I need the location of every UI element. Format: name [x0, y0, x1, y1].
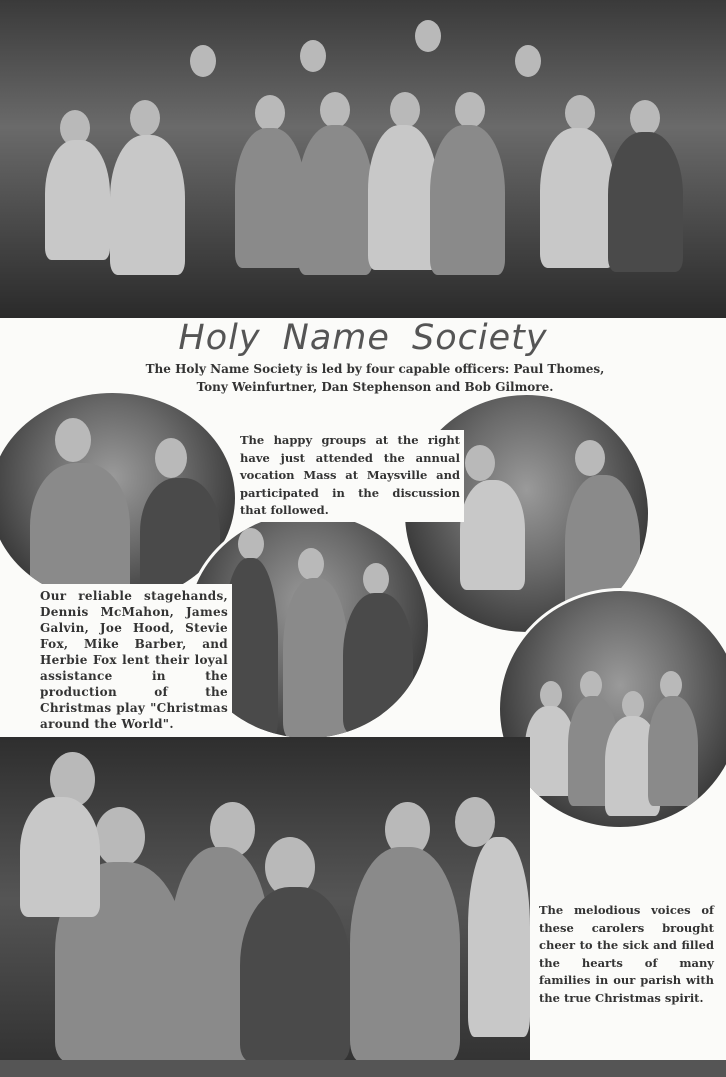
vocation-mass-caption: The happy groups at the right have just attended the annual vocation Mass at Maysville and participated in the discussion that followed. — [236, 430, 464, 522]
page-title: Holy Name Society — [178, 318, 548, 358]
bottom-photo-strip — [0, 1060, 726, 1077]
stagehands-caption: Our reliable stagehands, Dennis McMahon, James Galvin, Joe Hood, Stevie Fox, Mike Barber, and Herbie Fox lent their loyal assistance in the production of the Christmas play "Christmas around the World". — [36, 584, 232, 736]
vocation-mass-photo-group — [497, 588, 726, 830]
carolers-photo — [0, 737, 530, 1060]
group-photo-holy-name-society — [0, 0, 726, 318]
officers-caption: The Holy Name Society is led by four capable officers: Paul Thomes, Tony Weinfurtner, Dan Stephenson and Bob Gilmore. — [145, 362, 605, 394]
carolers-caption: The melodious voices of these carolers brought cheer to the sick and filled the hearts of many families in our parish with the true Christmas spirit. — [535, 900, 718, 1009]
